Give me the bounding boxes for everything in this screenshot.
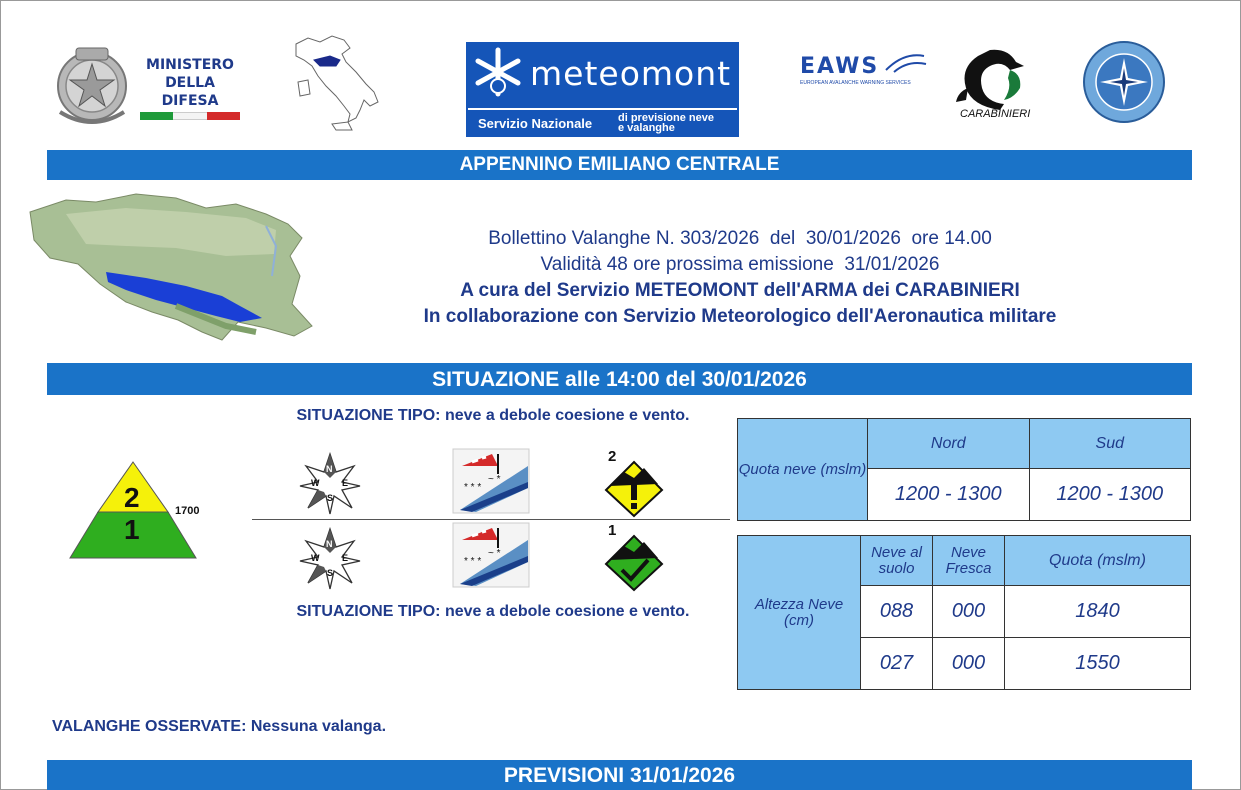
compass-upper-s: S (327, 493, 334, 503)
wind-slab-icon-upper (452, 448, 530, 514)
altezza-row2-quota: 1550 (1005, 638, 1191, 690)
compass-upper-n: N (326, 464, 333, 474)
meteomont-subtitle-box (468, 108, 737, 135)
meteomont-sub3: e valanghe (618, 122, 675, 134)
compass-upper-e: E (342, 478, 349, 488)
svg-text:~ *: ~ * (488, 548, 501, 559)
altezza-neve-table (737, 535, 1191, 690)
compass-lower-w: W (311, 553, 320, 563)
avalanches-observed: VALANGHE OSSERVATE: Nessuna valanga. (52, 718, 387, 735)
danger-icon-upper (604, 448, 664, 518)
altezza-row1-fresca: 000 (933, 586, 1005, 638)
ministero-line1: MINISTERO (146, 57, 234, 73)
bulletin-line1: Bollettino Valanghe N. 303/2026 del 30/01/2026 ore 14.00 (488, 228, 992, 249)
aeronautica-logo (1082, 40, 1166, 124)
wind-slab-icon-lower (452, 522, 530, 588)
forecast-title: PREVISIONI 31/01/2026 (47, 760, 1192, 790)
quota-value-sud: 1200 - 1300 (1029, 469, 1191, 521)
altezza-row2-suolo: 027 (861, 638, 933, 690)
bulletin-line3: A cura del Servizio METEOMONT dell'ARMA dei CARABINIERI (460, 280, 1020, 301)
altezza-row2-fresca: 000 (933, 638, 1005, 690)
danger-icon-lower (604, 522, 664, 592)
danger-upper-level: 2 (124, 482, 140, 513)
quota-header-sud: Sud (1029, 419, 1191, 469)
quota-value-nord: 1200 - 1300 (868, 469, 1030, 521)
svg-text:* * *: * * * (464, 556, 482, 567)
problem-upper-text: SITUAZIONE TIPO: neve a debole coesione e vento. (296, 407, 690, 424)
svg-text:~ *: ~ * (488, 474, 501, 485)
altezza-row1-quota: 1840 (1005, 586, 1191, 638)
situation-title: SITUAZIONE alle 14:00 del 30/01/2026 (47, 363, 1192, 395)
italian-flag-stripe (140, 112, 240, 120)
quota-neve-table (737, 418, 1191, 521)
eaws-title: EAWS (800, 54, 880, 79)
meteomont-title-box (466, 42, 739, 104)
italy-map-icon (286, 30, 384, 134)
compass-upper-w: W (311, 478, 320, 488)
compass-lower-e: E (342, 553, 349, 563)
ministero-emblem (52, 42, 132, 128)
altezza-header-quota: Quota (mslm) (1005, 536, 1191, 586)
meteomont-sub1: Servizio Nazionale (478, 116, 593, 131)
bulletin-line2: Validità 48 ore prossima emissione 31/01/2026 (540, 254, 940, 275)
danger-altitude: 1700 (175, 505, 200, 517)
carabinieri-label: CARABINIERI (960, 108, 1031, 120)
altezza-header-fresca: Neve Fresca (933, 536, 1005, 586)
region-map (26, 186, 316, 352)
danger-icon-lower-level: 1 (608, 522, 617, 539)
compass-upper (298, 452, 362, 516)
compass-lower (298, 527, 362, 591)
eaws-logo (800, 54, 935, 94)
bulletin-info (330, 226, 1150, 330)
eaws-swoosh-icon (884, 48, 928, 76)
quota-header-nord: Nord (868, 419, 1030, 469)
ministero-title (138, 56, 242, 110)
meteomont-sub2: di previsione neve (618, 112, 714, 124)
carabinieri-logo (950, 44, 1030, 126)
problem-lower-text: SITUAZIONE TIPO: neve a debole coesione e vento. (296, 603, 690, 620)
svg-text:* * *: * * * (464, 482, 482, 493)
altezza-header-suolo: Neve al suolo (861, 536, 933, 586)
region-title: APPENNINO EMILIANO CENTRALE (47, 150, 1192, 180)
eaws-subtitle: EUROPEAN AVALANCHE WARNING SERVICES (800, 80, 911, 86)
divider-line (252, 519, 730, 520)
altezza-row1-suolo: 088 (861, 586, 933, 638)
meteomont-title: meteomont (530, 54, 732, 93)
quota-neve-label: Quota neve (mslm) (738, 419, 868, 521)
danger-icon-upper-level: 2 (608, 448, 617, 465)
altezza-neve-label: Altezza Neve (cm) (738, 536, 861, 690)
meteomont-logo (466, 42, 739, 137)
snowflake-icon (472, 46, 524, 98)
compass-lower-s: S (327, 568, 334, 578)
danger-lower-level: 1 (124, 514, 140, 545)
bulletin-line4: In collaborazione con Servizio Meteorologico dell'Aeronautica militare (423, 306, 1057, 327)
ministero-line2: DELLA DIFESA (161, 75, 219, 109)
compass-lower-n: N (326, 539, 333, 549)
